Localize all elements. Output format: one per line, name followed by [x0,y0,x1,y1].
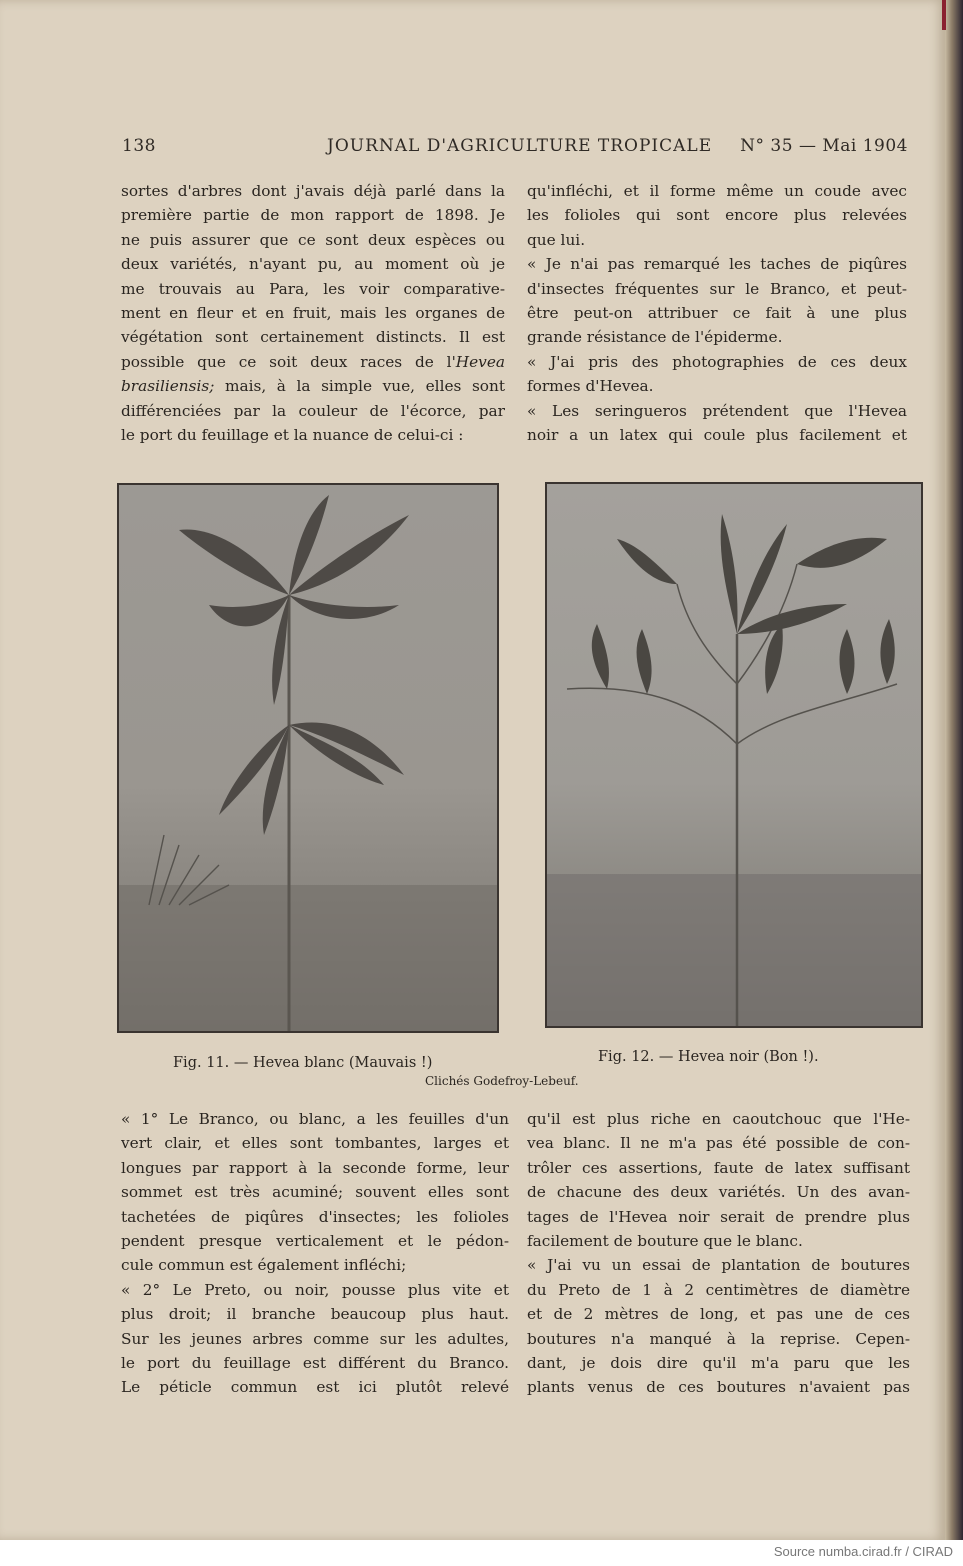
text-line: trôler ces assertions, faute de latex suffisant [527,1158,910,1177]
text-line: ne puis assurer que ce sont deux espèces ou [121,230,505,249]
photo-credit: Clichés Godefroy-Lebeuf. [425,1074,579,1088]
text-line: me trouvais au Para, les voir comparative- [121,279,505,298]
text-line: noir a un latex qui coule plus facilement et [527,425,907,444]
top-right-column [527,179,907,447]
text-line: vert clair, et elles sont tombantes, larges et [121,1134,509,1153]
text-line: sortes d'arbres dont j'avais déjà parlé dans la [121,182,505,200]
text-fragment: mais, à la simple vue, elles sont [214,377,505,396]
text-line [121,374,505,398]
italic-term: Hevea [455,352,505,371]
text-line: « Je n'ai pas remarqué les taches de piqûres [527,255,907,274]
text-line: tages de l'Hevea noir serait de prendre plus [527,1207,910,1226]
text-line: « 1° Le Branco, ou blanc, a les feuilles d'un [121,1110,509,1128]
text-line: différenciées par la couleur de l'écorce, par [121,401,505,420]
text-line: « Les seringueros prétendent que l'Hevea [527,401,907,420]
text-line: plus droit; il branche beaucoup plus haut. [121,1305,509,1324]
text-line: plants venus de ces boutures n'avaient pas [527,1378,910,1397]
text-line: le port du feuillage et la nuance de celui-ci : [121,425,464,444]
top-left-column [121,179,505,447]
text-line: ment en fleur et en fruit, mais les organes de [121,303,505,322]
journal-title: JOURNAL D'AGRICULTURE TROPICALE [327,136,713,156]
text-line: le port du feuillage est différent du Branco. [121,1353,509,1372]
text-line: qu'il est plus riche en caoutchouc que l'He- [527,1110,910,1128]
text-line: deux variétés, n'ayant pu, au moment où je [121,255,505,274]
text-line [121,350,505,374]
text-line: grande résistance de l'épiderme. [527,328,783,347]
text-line: longues par rapport à la seconde forme, leur [121,1158,509,1177]
issue-info: N° 35 — Mai 1904 [740,136,908,156]
text-line: sommet est très acuminé; souvent elles sont [121,1183,509,1202]
text-line: « J'ai vu un essai de plantation de boutures [527,1256,910,1275]
figure-11-caption: Fig. 11. — Hevea blanc (Mauvais !) [173,1055,433,1071]
text-line: formes d'Hevea. [527,377,654,396]
text-line: du Preto de 1 à 2 centimètres de diamètre [527,1280,910,1299]
bottom-left-column [121,1107,509,1400]
text-line: de chacune des deux variétés. Un des avan- [527,1183,910,1202]
text-line: facilement de bouture que le blanc. [527,1231,803,1250]
text-line: végétation sont certainement distincts. Il est [121,328,505,347]
text-line: que lui. [527,230,586,249]
figure-hevea-noir-photo [545,482,923,1028]
text-line: qu'infléchi, et il forme même un coude avec [527,182,907,200]
text-line: Sur les jeunes arbres comme sur les adultes, [121,1329,509,1348]
text-line: pendent presque verticalement et le pédon- [121,1231,509,1250]
text-line: première partie de mon rapport de 1898. Je [121,206,505,225]
text-line: « 2° Le Preto, ou noir, pousse plus vite et [121,1280,509,1299]
text-line: les folioles qui sont encore plus relevées [527,206,907,225]
text-line: dant, je dois dire qu'il m'a paru que les [527,1353,910,1372]
figure-12-caption: Fig. 12. — Hevea noir (Bon !). [598,1049,819,1065]
italic-term: brasiliensis; [121,377,215,396]
text-line: « J'ai pris des photographies de ces deux [527,352,907,371]
text-line: tachetées de piqûres d'insectes; les folioles [121,1207,509,1226]
source-credit: Source numba.cirad.fr / CIRAD [773,1544,953,1559]
text-line: d'insectes fréquentes sur le Branco, et peut- [527,279,907,298]
text-line: boutures n'a manqué à la reprise. Cepen- [527,1329,910,1348]
book-page-edge [945,0,963,1540]
text-line: cule commun est également infléchi; [121,1256,407,1275]
text-line: vea blanc. Il ne m'a pas été possible de con- [527,1134,910,1153]
text-line: être peut-on attribuer ce fait à une plus [527,303,907,322]
figure-hevea-blanc-photo [117,483,499,1033]
text-fragment: possible que ce soit deux races de l' [121,352,456,371]
text-line: Le péticle commun est ici plutôt relevé [121,1378,509,1397]
page-number: 138 [122,136,156,156]
book-edge-accent [942,0,946,30]
running-header [122,136,908,160]
text-line: et de 2 mètres de long, et pas une de ces [527,1305,910,1324]
bottom-right-column [527,1107,910,1400]
